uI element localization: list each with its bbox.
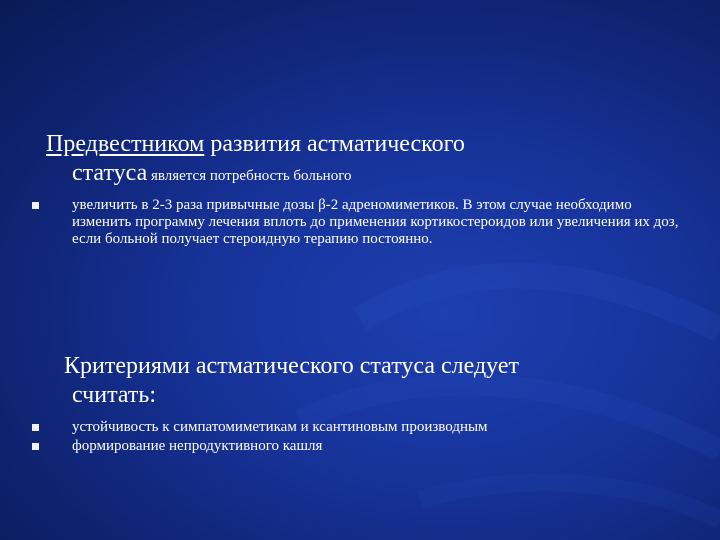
bullet-list-precursor xyxy=(32,197,692,250)
underlined-term: Предвестником xyxy=(46,131,205,157)
list-item xyxy=(32,197,692,248)
heading-line-2: считать: xyxy=(72,382,156,408)
heading-continuation: является потребность больного xyxy=(147,168,352,184)
heading-text: Критериями астматического статуса следует xyxy=(64,353,519,379)
heading-text: развития астматического xyxy=(204,131,465,157)
list-item-text: увеличить в 2-3 раза привычные дозы β-2 адреномиметиков. В этом случае необходимо изменить программу лечения вплоть до применения кортикостероидов или увеличения их доз, если больной получает стероидную терапию постоянно. xyxy=(72,197,679,247)
square-bullet-icon xyxy=(32,443,39,450)
heading-line-2 xyxy=(46,159,686,191)
heading-word: статуса xyxy=(72,160,148,186)
bullet-list-criteria xyxy=(32,419,692,457)
list-item-text: устойчивость к симпатомиметикам и ксантиновым производным xyxy=(72,419,488,435)
square-bullet-icon xyxy=(32,424,39,431)
list-item-text: формирование непродуктивного кашля xyxy=(72,438,323,454)
slide-heading-criteria xyxy=(64,352,684,410)
square-bullet-icon xyxy=(32,202,39,209)
list-item xyxy=(32,419,692,436)
slide-heading-precursor xyxy=(46,130,686,191)
list-item xyxy=(32,438,692,455)
